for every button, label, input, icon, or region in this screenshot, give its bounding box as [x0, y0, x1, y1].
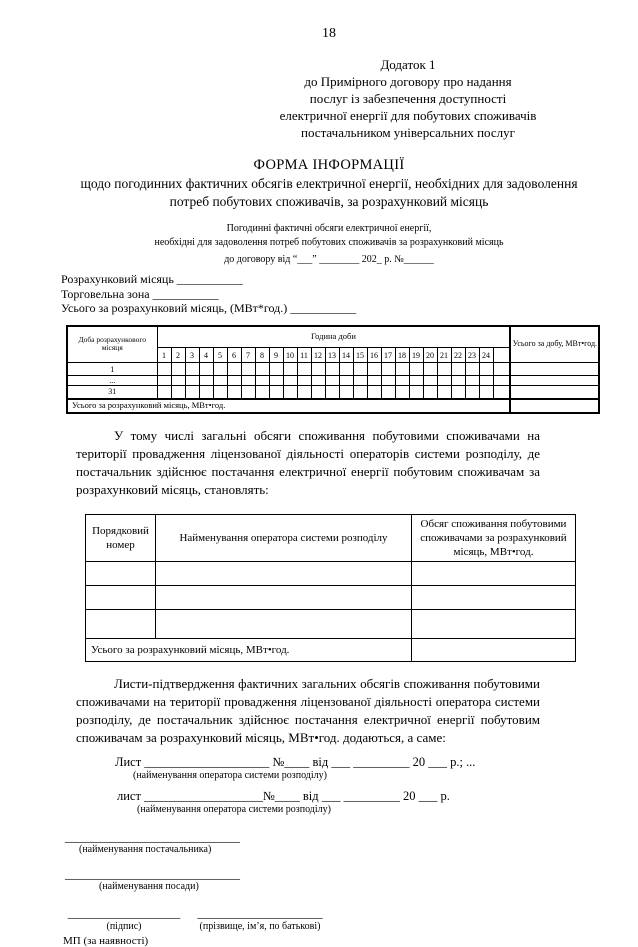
hour-header-cell: 20 — [423, 348, 437, 363]
hour-value-cell — [339, 386, 353, 399]
hour-value-cell — [157, 386, 171, 399]
hour-value-cell — [311, 376, 325, 386]
supplier-name-caption: (найменування постачальника) — [79, 843, 212, 855]
hour-value-cell — [493, 386, 510, 399]
hour-value-cell — [185, 376, 199, 386]
hour-value-cell — [381, 386, 395, 399]
supplier-name-line: ____________________________ — [65, 829, 240, 844]
hour-value-cell — [213, 376, 227, 386]
subtitle-line: необхідні для задоволення потреб побутових споживачів за розрахунковий місяць — [154, 237, 504, 248]
hour-value-cell — [255, 363, 269, 376]
hour-value-cell — [465, 386, 479, 399]
hour-value-cell — [227, 363, 241, 376]
hour-value-cell — [241, 363, 255, 376]
operator-cell — [412, 561, 576, 585]
hour-value-cell — [185, 363, 199, 376]
signature-block — [60, 830, 598, 947]
hour-value-cell — [283, 386, 297, 399]
hour-value-cell — [213, 386, 227, 399]
form-title-description: щодо погодинних фактичних обсягів електричної енергії, необхідних для задоволення потреб побутових споживачів, за розрахунковий місяць — [80, 176, 578, 209]
hour-value-cell — [381, 376, 395, 386]
table1-day-column-header: Доба розрахункового місяця — [67, 326, 157, 363]
hour-value-cell — [353, 386, 367, 399]
table2-footer-label: Усього за розрахунковий місяць, МВт•год. — [86, 638, 412, 661]
hour-value-cell — [437, 363, 451, 376]
day-row — [67, 376, 599, 386]
letter-caption: (найменування оператора системи розподілу) — [137, 803, 331, 815]
hour-value-cell — [269, 386, 283, 399]
hour-value-cell — [493, 363, 510, 376]
paragraph-confirmation-letters: Листи-підтвердження фактичних загальних обсягів споживання побутовими споживачами на території провадження ліцензованої діяльності оператора системи розподілу, де постачальник здійснює постачання електричної енергії побутовим споживачам за розрахунковий місяць, МВт•год. додаються, а саме: — [76, 675, 540, 745]
hour-value-cell — [339, 376, 353, 386]
day-label-cell: ... — [67, 376, 157, 386]
hour-value-cell — [157, 363, 171, 376]
letters-block — [60, 755, 598, 816]
hour-value-cell — [241, 386, 255, 399]
hour-value-cell — [479, 363, 493, 376]
hour-value-cell — [465, 376, 479, 386]
hour-value-cell — [297, 386, 311, 399]
signature-caption: (підпис) — [106, 920, 142, 932]
operator-cell — [156, 585, 412, 609]
hour-header-cell: 10 — [283, 348, 297, 363]
table2-footer-total-cell — [412, 638, 576, 661]
hour-header-cell: 18 — [395, 348, 409, 363]
hour-value-cell — [199, 386, 213, 399]
hour-header-cell: 11 — [297, 348, 311, 363]
operator-row — [86, 609, 576, 638]
operator-cell — [412, 585, 576, 609]
table2-header-volume: Обсяг споживання побутовими споживачами за розрахунковий місяць, МВт•год. — [412, 514, 576, 561]
hour-header-cell: 24 — [479, 348, 493, 363]
hour-value-cell — [255, 376, 269, 386]
operator-cell — [86, 585, 156, 609]
hour-header-cell: 5 — [213, 348, 227, 363]
operator-cell — [86, 561, 156, 585]
hour-value-cell — [409, 363, 423, 376]
hour-header-cell: 3 — [185, 348, 199, 363]
operator-row — [86, 561, 576, 585]
contract-reference-line: до договору від “___” ________ 202_ р. №______ — [224, 254, 434, 265]
hour-value-cell — [325, 376, 339, 386]
hour-value-cell — [311, 386, 325, 399]
signature-row — [65, 906, 598, 933]
hour-value-cell — [171, 386, 185, 399]
hour-value-cell — [283, 363, 297, 376]
appendix-line: послуг із забезпечення доступності — [309, 91, 507, 106]
hour-value-cell — [171, 376, 185, 386]
hour-header-cell: 9 — [269, 348, 283, 363]
appendix-line: до Примірного договору про надання — [304, 74, 512, 89]
hour-value-cell — [367, 363, 381, 376]
hour-value-cell — [493, 376, 510, 386]
hour-header-cell: 22 — [451, 348, 465, 363]
hour-value-cell — [353, 376, 367, 386]
appendix-line: постачальником універсальних послуг — [301, 125, 515, 140]
hour-value-cell — [199, 363, 213, 376]
hour-value-cell — [227, 386, 241, 399]
hour-value-cell — [157, 376, 171, 386]
hour-header-cell: 15 — [353, 348, 367, 363]
hour-value-cell — [269, 363, 283, 376]
day-row — [67, 363, 599, 376]
hour-header-cell: 1 — [157, 348, 171, 363]
operators-table — [85, 514, 576, 662]
hour-header-cell: 17 — [381, 348, 395, 363]
hour-value-cell — [241, 376, 255, 386]
hour-value-cell — [395, 376, 409, 386]
hour-header-cell: 8 — [255, 348, 269, 363]
hour-value-cell — [283, 376, 297, 386]
hour-value-cell — [171, 363, 185, 376]
hour-value-cell — [479, 376, 493, 386]
hour-header-cell: 21 — [437, 348, 451, 363]
operator-cell — [86, 609, 156, 638]
hour-value-cell — [297, 376, 311, 386]
hour-value-cell — [395, 386, 409, 399]
operator-cell — [156, 561, 412, 585]
hour-value-cell — [423, 386, 437, 399]
hour-value-cell — [367, 386, 381, 399]
hour-value-cell — [451, 386, 465, 399]
hour-value-cell — [479, 386, 493, 399]
day-total-cell — [510, 363, 599, 376]
hour-value-cell — [297, 363, 311, 376]
letter-line: Лист ____________________ №____ від ___ _________ 20 ___ р.; ... — [115, 754, 476, 769]
hour-value-cell — [451, 363, 465, 376]
hour-value-cell — [381, 363, 395, 376]
hour-value-cell — [199, 376, 213, 386]
day-label-cell: 31 — [67, 386, 157, 399]
hour-header-cell: 6 — [227, 348, 241, 363]
table1-hours-column-header: Година доби — [157, 326, 510, 348]
appendix-line: Додаток 1 — [380, 57, 436, 72]
field-settlement-month: Розрахунковий місяць ___________ — [61, 272, 243, 286]
day-total-cell — [510, 376, 599, 386]
hour-value-cell — [437, 376, 451, 386]
appendix-heading — [222, 56, 594, 141]
operator-row — [86, 585, 576, 609]
hour-value-cell — [311, 363, 325, 376]
paragraph-in-total-volumes: У тому числі загальні обсяги споживання побутовими споживачами на території провадження ліцензованої діяльності операторів системи розподілу, де постачальник здійснює постачання електричної енергії побутовим споживачам за розрахунковий місяць, становлять: — [76, 427, 540, 497]
signature-line: __________________ — [67, 905, 181, 920]
hour-value-cell — [367, 376, 381, 386]
hour-value-cell — [451, 376, 465, 386]
hour-header-cell: 23 — [465, 348, 479, 363]
operator-cell — [156, 609, 412, 638]
hour-value-cell — [353, 363, 367, 376]
hour-value-cell — [423, 376, 437, 386]
contract-subtitle — [60, 222, 598, 267]
table1-footer-row — [67, 399, 599, 413]
hour-header-cell: 7 — [241, 348, 255, 363]
hour-value-cell — [213, 363, 227, 376]
day-total-cell — [510, 386, 599, 399]
hour-value-cell — [395, 363, 409, 376]
spare-header-cell — [493, 348, 510, 363]
hour-value-cell — [423, 363, 437, 376]
hour-header-cell: 13 — [325, 348, 339, 363]
form-fields — [61, 272, 598, 316]
table1-footer-label: Усього за розрахунковий місяць, МВт•год. — [67, 399, 510, 413]
hour-header-cell: 16 — [367, 348, 381, 363]
hour-header-cell: 2 — [171, 348, 185, 363]
hour-header-cell: 4 — [199, 348, 213, 363]
hour-value-cell — [339, 363, 353, 376]
operator-cell — [412, 609, 576, 638]
subtitle-line: Погодинні фактичні обсяги електричної енергії, — [226, 223, 432, 234]
hour-header-cell: 19 — [409, 348, 423, 363]
form-title: ФОРМА ІНФОРМАЦІЇ — [253, 157, 405, 173]
hour-value-cell — [465, 363, 479, 376]
hour-value-cell — [409, 386, 423, 399]
field-trade-zone: Торговельна зона ___________ — [61, 286, 219, 301]
hour-value-cell — [325, 386, 339, 399]
day-row — [67, 386, 599, 399]
letter-caption: (найменування оператора системи розподілу) — [133, 769, 327, 781]
page-number: 18 — [322, 26, 336, 41]
hour-header-cell: 12 — [311, 348, 325, 363]
fullname-caption: (прізвище, ім’я, по батькові) — [199, 920, 321, 932]
hour-value-cell — [185, 386, 199, 399]
table1-total-column-header: Усього за добу, МВт•год. — [510, 326, 599, 363]
table2-header-number: Порядковий номер — [86, 514, 156, 561]
hour-value-cell — [269, 376, 283, 386]
appendix-line: електричної енергії для побутових споживачів — [279, 108, 537, 123]
day-label-cell: 1 — [67, 363, 157, 376]
signature-column — [65, 906, 183, 933]
table1-footer-total-cell — [510, 399, 599, 413]
table2-header-operator: Найменування оператора системи розподілу — [156, 514, 412, 561]
fullname-line: ____________________ — [197, 905, 323, 920]
hour-value-cell — [255, 386, 269, 399]
hour-header-cell: 14 — [339, 348, 353, 363]
position-caption: (найменування посади) — [99, 880, 199, 892]
hour-value-cell — [325, 363, 339, 376]
letter-line: лист ___________________№____ від ___ _________ 20 ___ р. — [117, 788, 450, 803]
fullname-column — [191, 906, 329, 933]
position-line: ____________________________ — [65, 866, 240, 881]
hour-value-cell — [437, 386, 451, 399]
hourly-volumes-table — [66, 325, 600, 414]
hour-value-cell — [227, 376, 241, 386]
field-month-total: Усього за розрахунковий місяць, (МВт*год.) ___________ — [61, 301, 357, 315]
hour-value-cell — [409, 376, 423, 386]
stamp-note: МП (за наявності) — [63, 934, 149, 947]
